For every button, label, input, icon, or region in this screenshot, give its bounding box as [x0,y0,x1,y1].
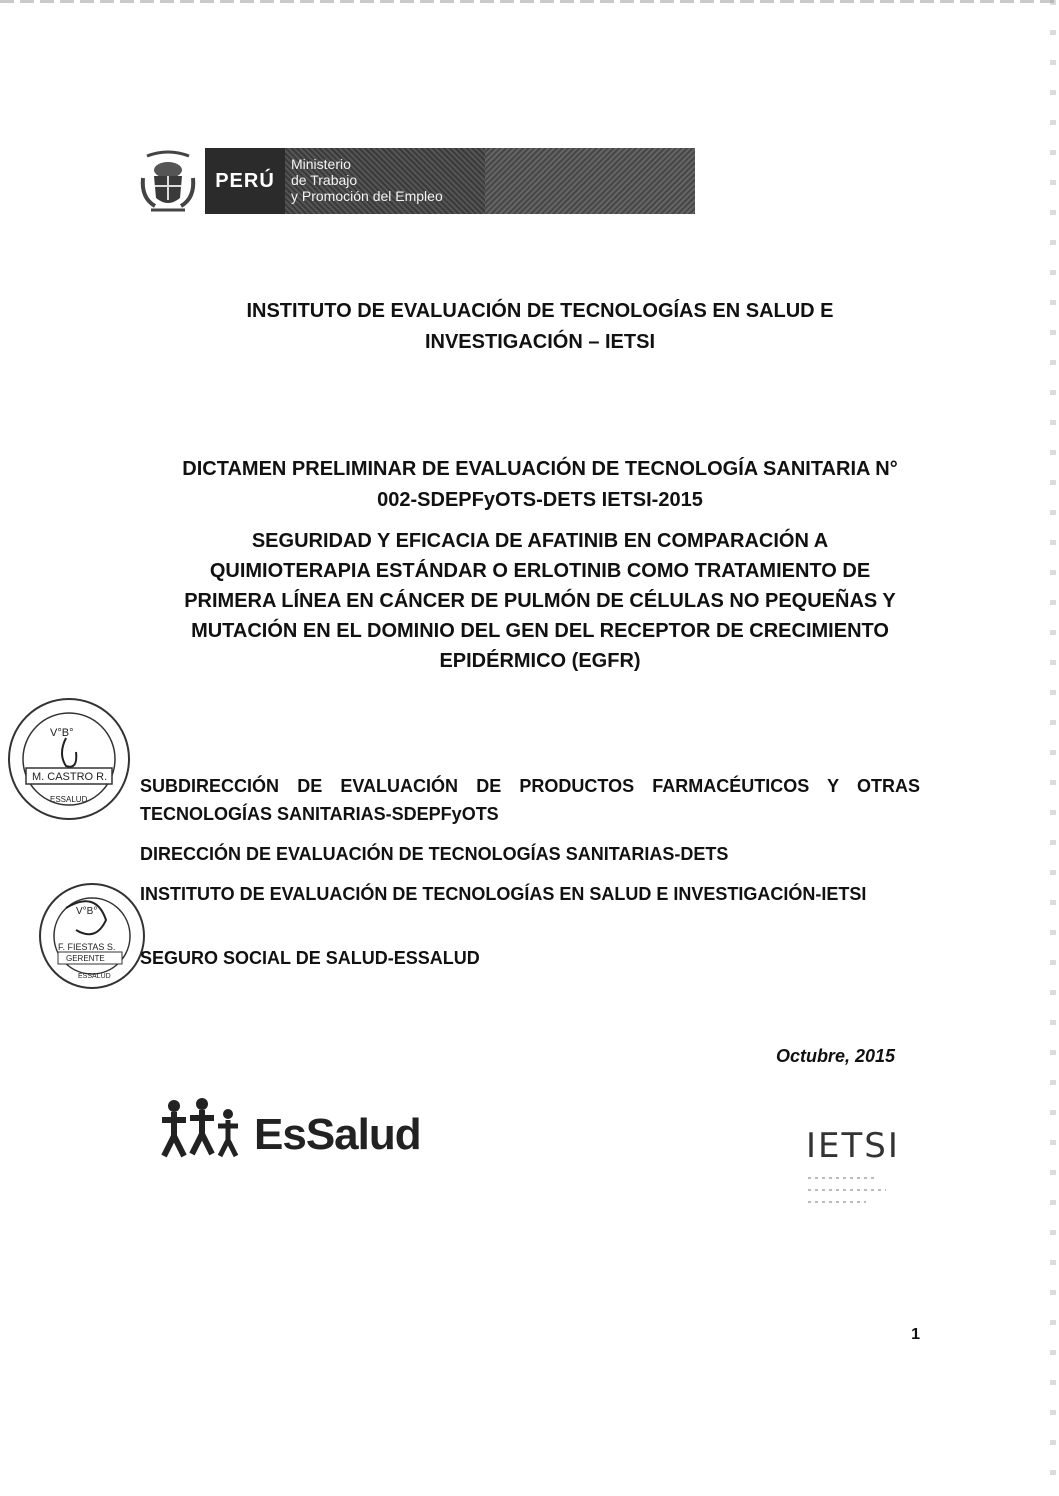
topic-line: EPIDÉRMICO (EGFR) [439,650,641,672]
author-direccion: DIRECCIÓN DE EVALUACIÓN DE TECNOLOGÍAS SANITARIAS-DETS [140,844,729,864]
dictamen-title-line: DICTAMEN PRELIMINAR DE EVALUACIÓN DE TECNOLOGÍA SANITARIA N° [182,458,898,480]
ministry-label [285,148,485,214]
essalud-figures-icon [158,1096,254,1166]
scan-edge-right [1050,0,1056,1496]
dictamen-title [110,454,970,516]
institute-title-line: INVESTIGACIÓN – IETSI [424,331,656,353]
approval-stamp-fiestas [36,880,148,992]
ietsi-subtext-illegible [806,1172,906,1212]
author-essalud: SEGURO SOCIAL DE SALUD-ESSALUD [140,948,480,968]
topic-line: SEGURIDAD Y EFICACIA DE AFATINIB EN COMPARACIÓN A [251,530,829,552]
approval-stamp-castro [4,694,134,824]
ministry-line: y Promoción del Empleo [291,188,443,204]
topic-line: QUIMIOTERAPIA ESTÁNDAR O ERLOTINIB COMO TRATAMIENTO DE [209,560,871,582]
government-banner [205,148,695,214]
author-subdireccion: SUBDIRECCIÓN DE EVALUACIÓN DE PRODUCTOS FARMACÉUTICOS Y OTRAS TECNOLOGÍAS SANITARIAS-SDEPFyOTS [140,776,920,824]
stamp-vb: V°B° [50,727,74,739]
topic-line: MUTACIÓN EN EL DOMINIO DEL GEN DEL RECEPTOR DE CRECIMIENTO [191,620,889,642]
stamp-name: M. CASTRO R. [32,771,108,783]
stamp-role: GERENTE [66,954,105,963]
topic-line: PRIMERA LÍNEA EN CÁNCER DE PULMÓN DE CÉLULAS NO PEQUEÑAS Y [184,590,896,612]
institute-title [180,296,900,358]
dictamen-number: 002-SDEPFyOTS-DETS IETSI-2015 [377,489,703,511]
topic-title [110,526,970,676]
essalud-logo [158,1096,438,1166]
ietsi-wordmark: IETSI [806,1126,900,1166]
ministry-line: Ministerio [291,156,351,172]
stamp-vb: V°B° [76,906,98,917]
stamp-org: ESSALUD [78,973,111,980]
office-label-illegible [485,148,695,214]
page-number: 1 [911,1326,920,1343]
essalud-wordmark: EsSalud [254,1110,421,1159]
institute-title-line: INSTITUTO DE EVALUACIÓN DE TECNOLOGÍAS EN SALUD E [246,300,834,322]
author-instituto: INSTITUTO DE EVALUACIÓN DE TECNOLOGÍAS EN SALUD E INVESTIGACIÓN-IETSI [140,884,867,904]
ietsi-logo [806,1126,906,1216]
scan-edge-top [0,0,1059,3]
country-label: PERÚ [215,169,275,192]
ministry-line: de Trabajo [291,172,358,188]
coat-of-arms-icon [137,148,199,214]
document-date: Octubre, 2015 [775,1046,895,1066]
stamp-name: F. FIESTAS S. [58,942,116,952]
stamp-org: ESSALUD [50,795,88,804]
